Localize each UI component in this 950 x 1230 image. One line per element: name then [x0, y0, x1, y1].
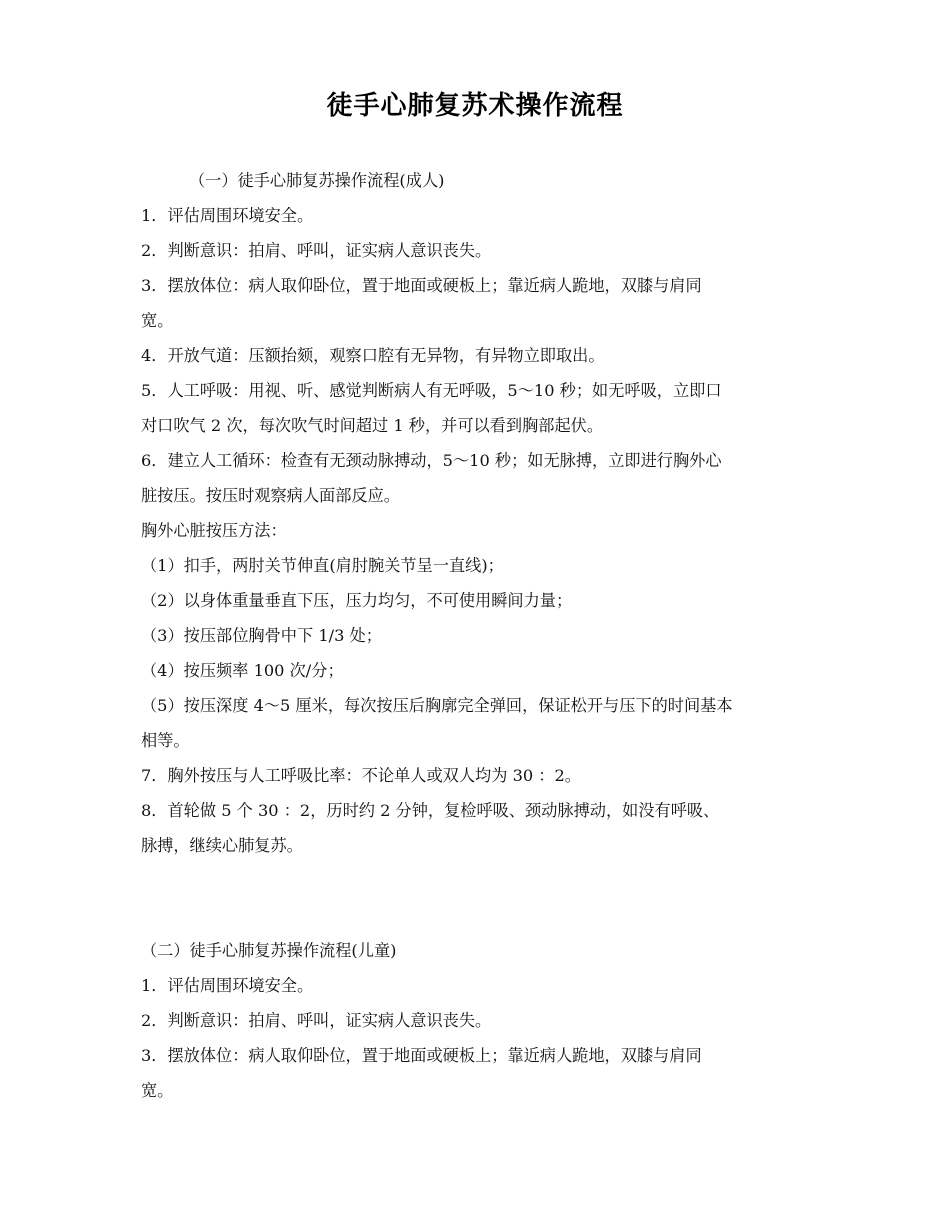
adult-step-1: 1．评估周围环境安全。	[141, 206, 314, 225]
adult-step-8-line-1: 8．首轮做 5 个 30 ：2，历时约 2 分钟，复检呼吸、颈动脉搏动，如没有呼吸、	[141, 801, 720, 820]
child-step-3-line-1: 3．摆放体位：病人取仰卧位，置于地面或硬板上；靠近病人跪地，双膝与肩同	[141, 1046, 702, 1065]
adult-step-5-line-2: 对口吹气 2 次，每次吹气时间超过 1 秒，并可以看到胸部起伏。	[141, 416, 604, 435]
child-step-2: 2．判断意识：拍肩、呼叫，证实病人意识丧失。	[141, 1011, 492, 1030]
compression-method-4: （4）按压频率 100 次/分；	[141, 661, 344, 680]
compression-method-3: （3）按压部位胸骨中下 1/3 处；	[141, 626, 382, 645]
compression-method-5-line-1: （5）按压深度 4～5 厘米，每次按压后胸廓完全弹回，保证松开与压下的时间基本	[141, 696, 733, 715]
compression-method-heading: 胸外心脏按压方法：	[141, 521, 287, 540]
adult-step-3-line-2: 宽。	[141, 311, 174, 330]
adult-step-4: 4．开放气道：压额抬颏，观察口腔有无异物，有异物立即取出。	[141, 346, 605, 365]
child-step-1: 1．评估周围环境安全。	[141, 976, 314, 995]
adult-section-heading: （一）徒手心肺复苏操作流程(成人)	[189, 171, 445, 190]
compression-method-5-line-2: 相等。	[141, 731, 190, 750]
document-body	[141, 163, 816, 1108]
adult-step-8-line-2: 脉搏，继续心肺复苏。	[141, 836, 303, 855]
adult-step-6-line-2: 脏按压。按压时观察病人面部反应。	[141, 486, 400, 505]
adult-step-6-line-1: 6．建立人工循环：检查有无颈动脉搏动，5～10 秒；如无脉搏，立即进行胸外心	[141, 451, 722, 470]
adult-step-2: 2．判断意识：拍肩、呼叫，证实病人意识丧失。	[141, 241, 492, 260]
section-gap	[141, 863, 816, 933]
document-title: 徒手心肺复苏术操作流程	[326, 91, 624, 121]
compression-method-2: （2）以身体重量垂直下压，压力均匀，不可使用瞬间力量；	[141, 591, 573, 610]
adult-step-5-line-1: 5．人工呼吸：用视、听、感觉判断病人有无呼吸，5～10 秒；如无呼吸，立即口	[141, 381, 722, 400]
child-step-3-line-2: 宽。	[141, 1081, 174, 1100]
adult-step-3-line-1: 3．摆放体位：病人取仰卧位，置于地面或硬板上；靠近病人跪地，双膝与肩同	[141, 276, 702, 295]
compression-method-1: （1）扣手，两肘关节伸直(肩肘腕关节呈一直线)；	[141, 556, 504, 575]
child-section-heading: （二）徒手心肺复苏操作流程(儿童)	[141, 941, 397, 960]
adult-step-7: 7．胸外按压与人工呼吸比率：不论单人或双人均为 30 ：2。	[141, 766, 581, 785]
